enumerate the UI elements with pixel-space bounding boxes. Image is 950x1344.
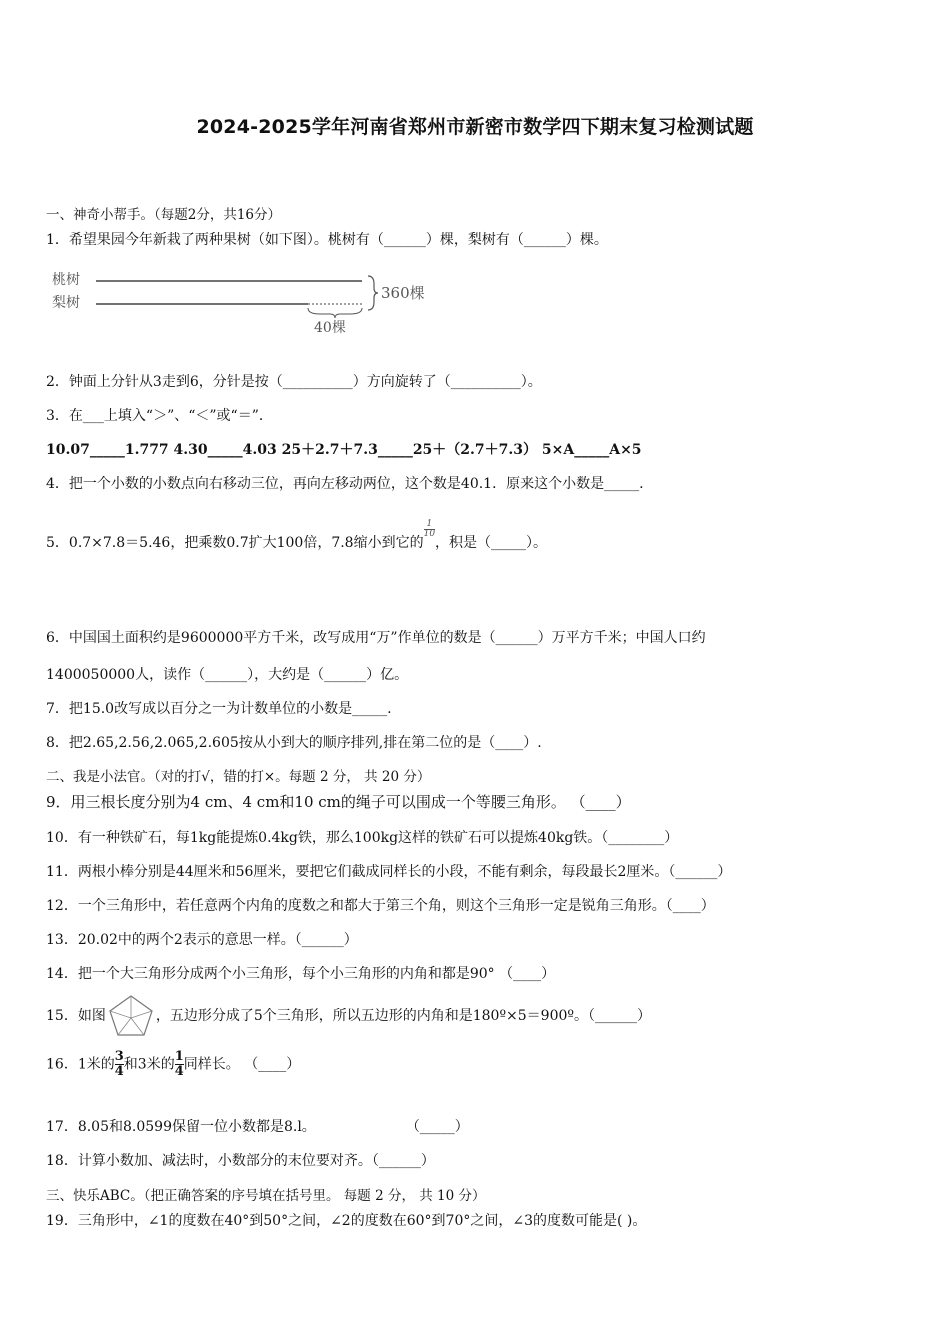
fraction-one-quarter: [175, 1050, 184, 1079]
difference-brace: [308, 308, 362, 318]
label-peach: 桃树: [52, 272, 80, 288]
page-title: 2024-2025学年河南省郑州市新密市数学四下期末复习检测试题: [196, 116, 754, 138]
fraction-denominator: 4: [114, 1064, 124, 1079]
section-2-heading: 二、我是小法官。（对的打√，错的打×。每题 2 分， 共 20 分）: [46, 769, 431, 785]
question-17: [46, 1116, 469, 1136]
question-16: [46, 1050, 300, 1079]
question-3-items: 10.07_____1.777 4.30_____4.03 25＋2.7＋7.3_____25＋（2.7＋7.3） 5×A_____A×5: [46, 442, 642, 458]
pentagon-figure-icon: [108, 994, 154, 1038]
difference-label: 40棵: [314, 320, 346, 336]
question-4: 4．把一个小数的小数点向右移动三位，再向左移动两位，这个数是40.1．原来这个小数是_____.: [46, 476, 644, 492]
fraction-numerator: 1: [174, 1049, 184, 1064]
question-9: 9．用三根长度分别为4 cm、4 cm和10 cm的绳子可以围成一个等腰三角形。 （____）: [46, 793, 631, 811]
question-12: 12．一个三角形中，若任意两个内角的度数之和都大于第三个角，则这个三角形一定是锐角三角形。（____）: [46, 898, 715, 914]
question-16-part-c: 同样长。 （____）: [183, 1056, 301, 1073]
question-1: 1．希望果园今年新栽了两种果树（如下图）。桃树有（______）棵，梨树有（______）棵。: [46, 232, 608, 248]
question-6-line-1: 6．中国国土面积约是9600000平方千米，改写成用“万”作单位的数是（______）万平方千米；中国人口约: [46, 630, 706, 646]
fraction-denominator: 10: [423, 528, 436, 539]
question-17-blank: （_____）: [405, 1119, 469, 1135]
fraction-three-quarters: [115, 1050, 124, 1079]
question-16-part-a: 16．1米的: [46, 1056, 115, 1073]
section-3-heading: 三、快乐ABC。（把正确答案的序号填在括号里。 每题 2 分， 共 10 分）: [46, 1188, 486, 1204]
fraction-numerator: 1: [424, 520, 435, 530]
question-2: 2．钟面上分针从3走到6，分针是按（__________）方向旋转了（__________）。: [46, 374, 542, 390]
question-5-after: ，积是（_____）。: [435, 535, 548, 551]
fruit-tree-diagram: [50, 266, 450, 336]
question-19: 19．三角形中，∠1的度数在40°到50°之间，∠2的度数在60°到70°之间，∠3的度数可能是( )。: [46, 1213, 647, 1229]
question-11: 11．两根小棒分别是44厘米和56厘米，要把它们截成同样长的小段，不能有剩余，每段最长2厘米。（______）: [46, 864, 732, 880]
fraction-one-tenth: [424, 520, 435, 539]
question-16-part-b: 和3米的: [123, 1056, 175, 1073]
question-15-before: 15．如图: [46, 1008, 106, 1024]
question-15: [46, 994, 651, 1038]
question-17-text: 17．8.05和8.0599保留一位小数都是8.l。: [46, 1119, 316, 1135]
total-brace: [368, 276, 378, 310]
question-14: 14．把一个大三角形分成两个小三角形，每个小三角形的内角和都是90° （____）: [46, 966, 556, 982]
question-7: 7．把15.0改写成以百分之一为计数单位的小数是_____.: [46, 701, 392, 717]
question-5-before: 5．0.7×7.8＝5.46，把乘数0.7扩大100倍，7.8缩小到它的: [46, 535, 424, 551]
question-8: 8．把2.65,2.56,2.065,2.605按从小到大的顺序排列,排在第二位的是（____）.: [46, 735, 542, 751]
fraction-numerator: 3: [114, 1049, 124, 1064]
question-10: 10．有一种铁矿石，每1kg能提炼0.4kg铁，那么100kg这样的铁矿石可以提炼40kg铁。（________）: [46, 830, 679, 846]
total-label: 360棵: [381, 284, 425, 302]
label-pear: 梨树: [52, 295, 80, 311]
fraction-denominator: 4: [174, 1064, 184, 1079]
section-1-heading: 一、神奇小帮手。（每题2分，共16分）: [46, 207, 282, 223]
question-5: [46, 518, 548, 553]
question-15-after: ，五边形分成了5个三角形，所以五边形的内角和是180º×5＝900º。（______）: [155, 1008, 651, 1024]
question-18: 18．计算小数加、减法时，小数部分的末位要对齐。（______）: [46, 1153, 435, 1169]
question-6-line-2: 1400050000人，读作（______），大约是（______）亿。: [46, 667, 409, 683]
question-3: 3．在___上填入“＞”、“＜”或“＝”．: [46, 408, 273, 424]
question-13: 13．20.02中的两个2表示的意思一样。（______）: [46, 932, 358, 948]
